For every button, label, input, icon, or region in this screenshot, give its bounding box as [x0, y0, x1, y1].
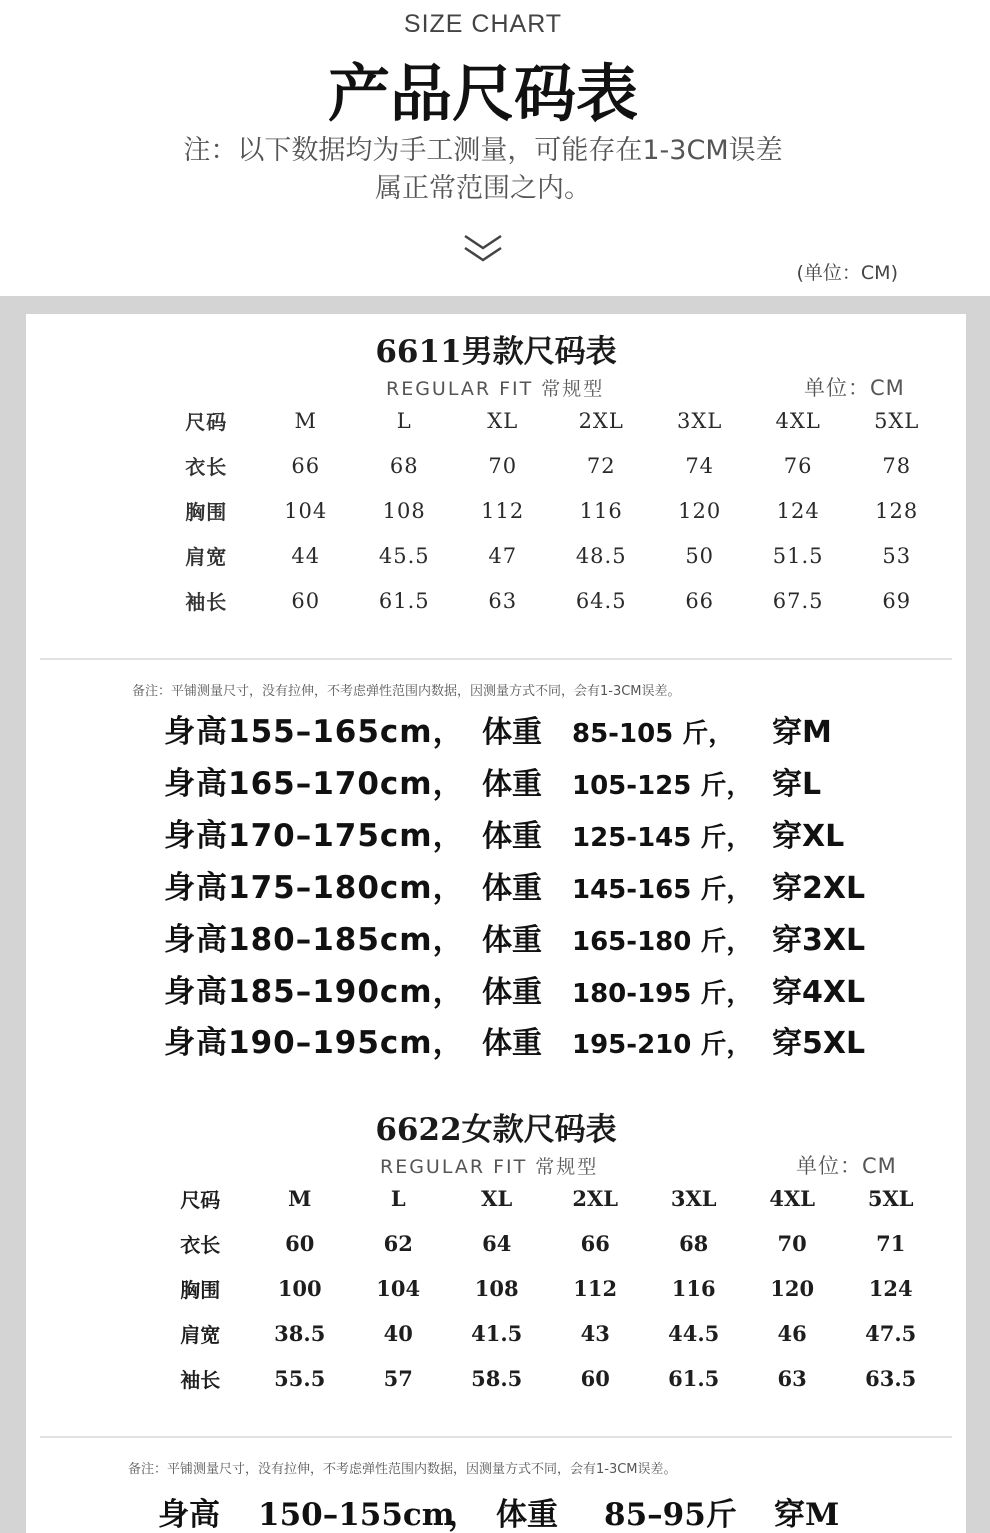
table-cell: 47	[488, 543, 518, 568]
table-cell: 46	[777, 1321, 807, 1346]
table-cell: 116	[671, 1276, 716, 1301]
men-recommend-row	[164, 862, 865, 914]
weight-range: 195-210 斤，	[572, 1030, 753, 1060]
table-cell: 108	[474, 1276, 519, 1301]
row-label: 袖长	[180, 1368, 221, 1392]
table-cell: 47.5	[865, 1321, 917, 1346]
header-cell: 3XL	[677, 408, 723, 433]
chart-frame	[0, 296, 990, 1533]
double-chevron-down-icon	[462, 232, 504, 266]
table-row	[156, 488, 946, 533]
weight-label: 体重	[482, 767, 542, 802]
row-label: 衣长	[180, 1233, 221, 1257]
table-cell: 53	[882, 543, 912, 568]
size-value: 穿2XL	[772, 871, 866, 906]
note-line-1: 注：以下数据均为手工测量，可能存在1-3CM误差	[183, 135, 783, 166]
header-cell: L	[390, 1186, 406, 1211]
size-value: 穿M	[772, 715, 832, 750]
table-cell: 72	[586, 453, 616, 478]
height-label: 身高	[158, 1497, 220, 1533]
table-cell: 68	[389, 453, 419, 478]
height-range: 身高155–165cm，	[164, 714, 465, 750]
men-remark: 备注：平铺测量尺寸，没有拉伸，不考虑弹性范围内数据，因测量方式不同，会有1-3CM误差。	[132, 684, 681, 699]
table-cell: 61.5	[668, 1366, 720, 1391]
table-cell: 63	[777, 1366, 807, 1391]
unit-label: (单位：CM)	[796, 262, 898, 284]
table-row	[156, 578, 946, 623]
table-cell: 112	[481, 498, 525, 523]
weight-label: 体重	[482, 715, 542, 750]
table-cell: 57	[383, 1366, 413, 1391]
table-row	[156, 533, 946, 578]
table-cell: 44	[291, 543, 321, 568]
header	[0, 0, 990, 296]
table-cell: 64.5	[575, 588, 627, 613]
table-header-row	[156, 398, 946, 443]
size-chart-eyebrow: SIZE CHART	[403, 10, 563, 38]
men-fit-label: REGULAR FIT 常规型	[386, 378, 605, 400]
header-cell: M	[288, 1186, 312, 1211]
table-cell: 108	[382, 498, 426, 523]
size-value: 穿L	[772, 767, 822, 802]
table-cell: 64	[482, 1231, 512, 1256]
table-cell: 112	[573, 1276, 618, 1301]
table-cell: 51.5	[772, 543, 824, 568]
men-size-table	[156, 398, 946, 623]
table-cell: 45.5	[378, 543, 430, 568]
table-cell: 60	[580, 1366, 610, 1391]
header-cell: M	[294, 408, 317, 433]
table-cell: 61.5	[378, 588, 430, 613]
table-cell: 70	[488, 453, 518, 478]
men-recommend-row	[164, 966, 865, 1018]
table-cell: 71	[876, 1231, 906, 1256]
women-recommend-row	[158, 1489, 839, 1533]
table-cell: 104	[284, 498, 328, 523]
table-cell: 63	[488, 588, 518, 613]
table-cell: 128	[875, 498, 919, 523]
table-cell: 63.5	[865, 1366, 917, 1391]
header-cell: 4XL	[775, 408, 821, 433]
table-cell: 67.5	[772, 588, 824, 613]
chart-card	[26, 314, 966, 1533]
table-cell: 66	[580, 1231, 610, 1256]
table-cell: 74	[685, 453, 715, 478]
header-cell: XL	[487, 408, 519, 433]
height-range: 身高185–190cm，	[164, 974, 465, 1010]
note-line-2: 属正常范围之内。	[375, 173, 591, 204]
table-cell: 100	[277, 1276, 322, 1301]
table-cell: 58.5	[471, 1366, 523, 1391]
table-cell: 70	[777, 1231, 807, 1256]
men-unit-label: 单位：CM	[804, 376, 905, 400]
divider	[40, 1436, 952, 1438]
table-row	[150, 1356, 940, 1401]
table-cell: 55.5	[274, 1366, 326, 1391]
row-label: 衣长	[185, 455, 228, 479]
weight-range: 145-165 斤，	[572, 875, 753, 905]
table-cell: 76	[783, 453, 813, 478]
page-title: 产品尺码表	[327, 57, 638, 130]
row-label: 肩宽	[185, 545, 228, 569]
table-cell: 38.5	[274, 1321, 326, 1346]
header-cell: 尺码	[185, 410, 228, 434]
height-range: 身高170–175cm，	[164, 818, 465, 854]
header-cell: 5XL	[874, 408, 920, 433]
header-cell: L	[396, 408, 412, 433]
table-cell: 62	[383, 1231, 413, 1256]
size-value: 穿M	[774, 1497, 840, 1533]
table-cell: 120	[678, 498, 722, 523]
men-recommend-row	[164, 914, 865, 966]
women-size-table	[150, 1176, 940, 1401]
weight-range: 125-145 斤，	[572, 823, 753, 853]
table-cell: 124	[776, 498, 820, 523]
header-cell: 4XL	[769, 1186, 815, 1211]
men-recommend-row	[164, 810, 844, 862]
header-cell: 2XL	[572, 1186, 619, 1211]
table-row	[156, 443, 946, 488]
size-value: 穿XL	[772, 819, 845, 854]
table-cell: 78	[882, 453, 912, 478]
size-value: 穿3XL	[772, 923, 866, 958]
table-cell: 40	[383, 1321, 413, 1346]
header-cell: 尺码	[180, 1188, 221, 1212]
weight-label: 体重	[482, 819, 542, 854]
header-cell: 3XL	[670, 1186, 717, 1211]
women-fit-label: REGULAR FIT 常规型	[380, 1156, 599, 1178]
table-cell: 69	[882, 588, 912, 613]
table-row	[150, 1311, 940, 1356]
height-range: 身高180–185cm，	[164, 922, 465, 958]
table-cell: 60	[285, 1231, 315, 1256]
weight-range: 105-125 斤，	[572, 771, 753, 801]
weight-range: 85-105 斤，	[572, 719, 735, 749]
table-row	[150, 1221, 940, 1266]
weight-label: 体重	[482, 923, 542, 958]
row-label: 胸围	[180, 1278, 221, 1302]
size-value: 穿5XL	[772, 1026, 866, 1061]
men-recommend-row	[164, 1017, 865, 1069]
weight-label: 体重	[496, 1497, 558, 1533]
row-label: 袖长	[185, 590, 228, 614]
table-cell: 104	[376, 1276, 421, 1301]
height-range: 身高190–195cm，	[164, 1025, 465, 1061]
row-label: 肩宽	[180, 1323, 221, 1347]
table-cell: 60	[291, 588, 321, 613]
women-chart-title: 6622女款尺码表	[375, 1112, 617, 1148]
table-cell: 50	[685, 543, 715, 568]
height-range: 身高175–180cm，	[164, 870, 465, 906]
table-cell: 66	[291, 453, 321, 478]
table-row	[150, 1266, 940, 1311]
men-chart-title: 6611男款尺码表	[375, 334, 617, 370]
header-cell: XL	[481, 1186, 513, 1211]
table-cell: 44.5	[668, 1321, 720, 1346]
weight-range: 85–95斤	[604, 1497, 737, 1533]
table-cell: 120	[770, 1276, 815, 1301]
weight-range: 165-180 斤，	[572, 927, 753, 957]
row-label: 胸围	[185, 500, 228, 524]
table-cell: 124	[868, 1276, 913, 1301]
weight-label: 体重	[482, 871, 542, 906]
height-range: 150–155cm	[258, 1497, 455, 1533]
weight-label: 体重	[482, 975, 542, 1010]
table-cell: 43	[580, 1321, 610, 1346]
divider	[40, 658, 952, 660]
weight-label: 体重	[482, 1026, 542, 1061]
table-cell: 66	[685, 588, 715, 613]
women-remark: 备注：平铺测量尺寸，没有拉伸，不考虑弹性范围内数据，因测量方式不同，会有1-3CM误差。	[128, 1462, 677, 1477]
size-value: 穿4XL	[772, 975, 866, 1010]
table-cell: 48.5	[575, 543, 627, 568]
table-cell: 116	[579, 498, 623, 523]
table-header-row	[150, 1176, 940, 1221]
separator: ，	[448, 1497, 479, 1533]
table-cell: 41.5	[471, 1321, 523, 1346]
header-cell: 5XL	[867, 1186, 914, 1211]
table-cell: 68	[679, 1231, 709, 1256]
height-range: 身高165–170cm，	[164, 766, 465, 802]
weight-range: 180-195 斤，	[572, 979, 753, 1009]
men-recommend-row	[164, 758, 821, 810]
measurement-note	[0, 132, 966, 208]
men-recommend-row	[164, 706, 832, 758]
women-unit-label: 单位：CM	[796, 1154, 897, 1178]
header-cell: 2XL	[578, 408, 624, 433]
